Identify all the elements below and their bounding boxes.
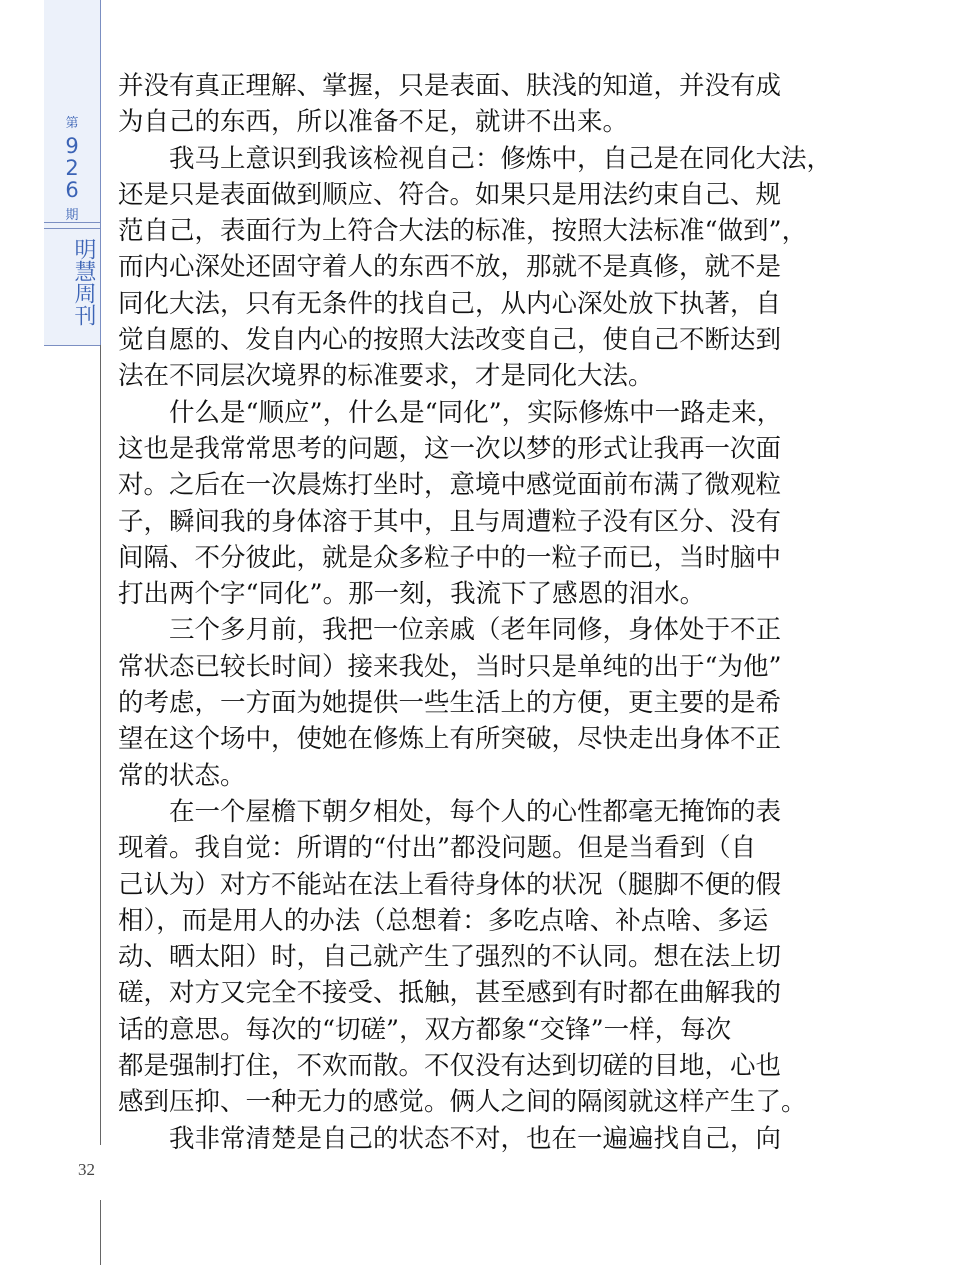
paragraph — [118, 395, 868, 613]
paragraph — [118, 794, 868, 1121]
text-line: 还是只是表面做到顺应、符合。如果只是用法约束自己、规 — [118, 179, 782, 210]
text-line: 觉自愿的、发自内心的按照大法改变自己，使自己不断达到 — [118, 325, 782, 356]
text-line: 打出两个字“同化”。那一刻，我流下了感恩的泪水。 — [118, 579, 706, 610]
paragraph — [118, 612, 868, 793]
text-line: 三个多月前，我把一位亲戚（老年同修，身体处于不正 — [118, 615, 782, 646]
text-line: 子，瞬间我的身体溶于其中，且与周遭粒子没有区分、没有 — [118, 506, 782, 537]
text-line: 法在不同层次境界的标准要求，才是同化大法。 — [118, 361, 654, 392]
paragraph — [118, 141, 868, 395]
text-line: 己认为）对方不能站在法上看待身体的状况（腿脚不便的假 — [118, 869, 782, 900]
margin-rule-lower — [100, 1200, 101, 1265]
text-line: 这也是我常常思考的问题，这一次以梦的形式让我再一次面 — [118, 433, 782, 464]
page-number: 32 — [78, 1160, 95, 1179]
article-body — [118, 68, 868, 1157]
issue-digit-2: 2 — [65, 156, 79, 180]
text-line: 磋，对方又完全不接受、抵触，甚至感到有时都在曲解我的 — [118, 978, 782, 1009]
text-line: 感到压抑、一种无力的感觉。俩人之间的隔阂就这样产生了。 — [118, 1087, 807, 1118]
text-line: 为自己的东西，所以准备不足，就讲不出来。 — [118, 107, 629, 138]
text-line: 现着。我自觉：所谓的“付出”都没问题。但是当看到（自 — [118, 833, 757, 864]
paragraph — [118, 68, 868, 141]
text-line: 我非常清楚是自己的状态不对，也在一遍遍找自己，向 — [118, 1123, 782, 1154]
text-line: 间隔、不分彼此，就是众多粒子中的一粒子而已，当时脑中 — [118, 542, 782, 573]
text-line: 同化大法，只有无条件的找自己，从内心深处放下执著，自 — [118, 288, 782, 319]
text-line: 常状态已较长时间）接来我处，当时只是单纯的出于“为他” — [118, 651, 782, 682]
text-line: 在一个屋檐下朝夕相处，每个人的心性都毫无掩饰的表 — [118, 796, 782, 827]
magazine-name: 明慧周刊 — [71, 238, 96, 326]
issue-digit-3: 6 — [65, 178, 79, 202]
text-line: 范自己，表面行为上符合大法的标准，按照大法标准“做到”， — [118, 216, 808, 247]
text-line: 常的状态。 — [118, 760, 246, 791]
margin-rule — [100, 345, 101, 1145]
text-line: 话的意思。每次的“切磋”，双方都象“交锋”一样，每次 — [118, 1014, 732, 1045]
text-line: 什么是“顺应”，什么是“同化”，实际修炼中一路走来， — [118, 397, 783, 428]
text-line: 的考虑，一方面为她提供一些生活上的方便，更主要的是希 — [118, 688, 782, 719]
text-line: 望在这个场中，使她在修炼上有所突破，尽快走出身体不正 — [118, 724, 782, 755]
text-line: 动、晒太阳）时，自己就产生了强烈的不认同。想在法上切 — [118, 942, 782, 973]
issue-prefix: 第 — [65, 116, 79, 131]
text-line: 相），而是用人的办法（总想着：多吃点啥、补点啥、多运 — [118, 905, 769, 936]
text-line: 对。之后在一次晨炼打坐时，意境中感觉面前布满了微观粒 — [118, 470, 782, 501]
sidebar-bottom-rule — [44, 345, 101, 346]
issue-suffix: 期 — [65, 208, 79, 223]
text-line: 都是强制打住，不欢而散。不仅没有达到切磋的目地，心也 — [118, 1051, 782, 1082]
text-line: 而内心深处还固守着人的东西不放，那就不是真修，就不是 — [118, 252, 782, 283]
sidebar-divider-double — [44, 228, 101, 229]
issue-digit-1: 9 — [65, 134, 79, 158]
text-line: 并没有真正理解、掌握，只是表面、肤浅的知道，并没有成 — [118, 71, 782, 101]
paragraph — [118, 1121, 868, 1157]
text-line: 我马上意识到我该检视自己：修炼中，自己是在同化大法， — [118, 143, 833, 174]
